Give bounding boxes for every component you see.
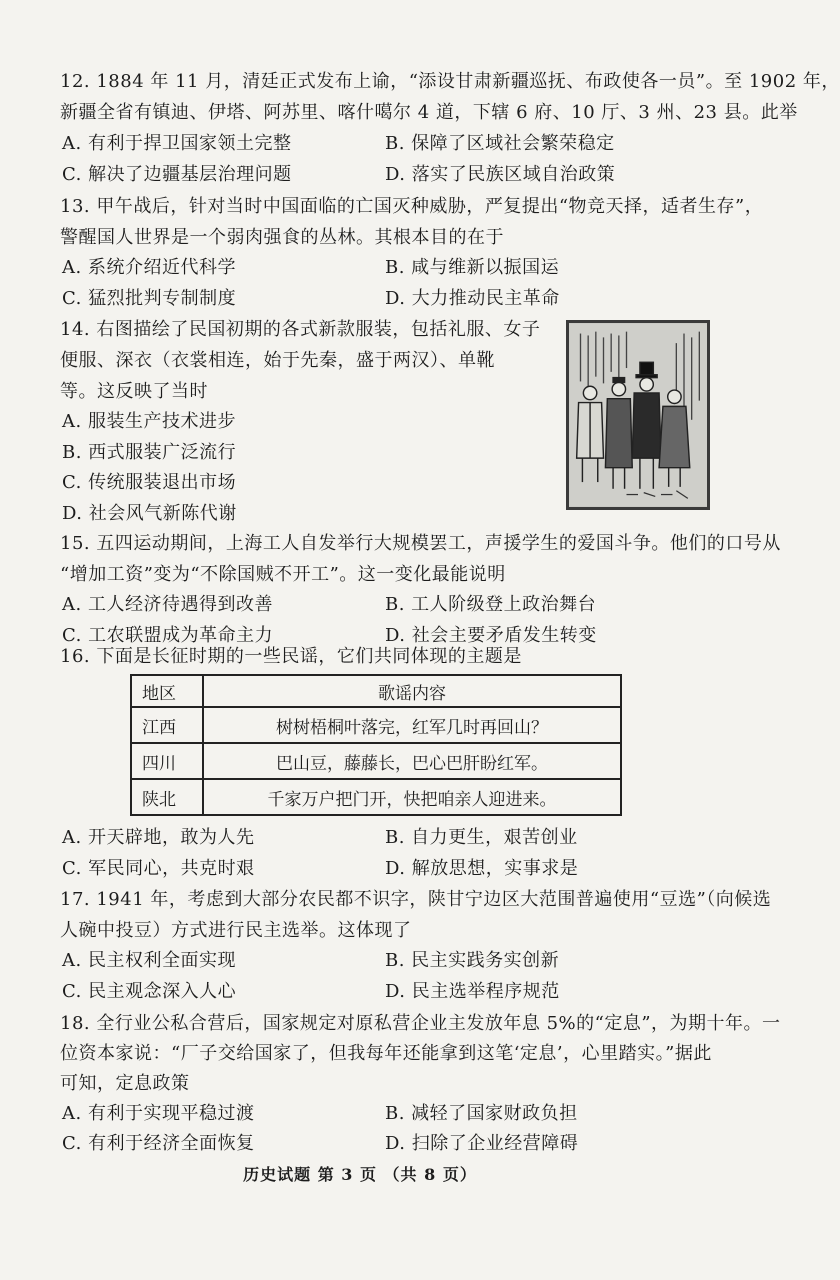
table-row: [131, 779, 621, 815]
q18-option-c: C. 有利于经济全面恢复: [62, 1133, 255, 1154]
q12-option-d: D. 落实了民族区域自治政策: [385, 164, 616, 185]
q17-option-d: D. 民主选举程序规范: [385, 981, 560, 1002]
q16-option-a: A. 开天辟地，敢为人先: [62, 827, 255, 848]
table-cell-ballad: 树树梧桐叶落完，红军几时再回山？: [203, 707, 621, 743]
q16-option-b: B. 自力更生，艰苦创业: [385, 827, 578, 848]
q17-option-a: A. 民主权利全面实现: [62, 950, 236, 971]
ballads-table: [130, 674, 622, 816]
q18-stem-line1: 18. 全行业公私合营后，国家规定对原私营企业主发放年息 5%的“定息”，为期十年。一: [60, 1013, 781, 1034]
q15-stem-line1: 15. 五四运动期间，上海工人自发举行大规模罢工，声援学生的爱国斗争。他们的口号从: [60, 533, 781, 554]
table-cell-ballad: 千家万户把门开，快把咱亲人迎进来。: [203, 779, 621, 815]
q15-stem-line2: “增加工资”变为“不除国贼不开工”。这一变化最能说明: [60, 564, 506, 585]
clothing-figures-drawing: [569, 323, 707, 507]
table-header-content: 歌谣内容: [203, 675, 621, 707]
q17-stem-line1: 17. 1941 年，考虑到大部分农民都不识字，陕甘宁边区大范围普遍使用“豆选”（向候选: [60, 889, 772, 910]
q14-stem-line2: 便服、深衣（衣裳相连，始于先秦，盛于两汉）、单靴: [60, 350, 495, 371]
table-cell-region: 江西: [131, 707, 203, 743]
republic-clothing-illustration: [566, 320, 710, 510]
q18-option-b: B. 减轻了国家财政负担: [385, 1103, 578, 1124]
q12-option-b: B. 保障了区域社会繁荣稳定: [385, 133, 615, 154]
q13-option-c: C. 猛烈批判专制制度: [62, 288, 237, 309]
q15-option-b: B. 工人阶级登上政治舞台: [385, 594, 597, 615]
q18-option-d: D. 扫除了企业经营障碍: [385, 1133, 579, 1154]
q18-stem-line3: 可知，定息政策: [60, 1073, 190, 1094]
table-cell-region: 四川: [131, 743, 203, 779]
q14-stem-line1: 14. 右图描绘了民国初期的各式新款服装，包括礼服、女子: [60, 319, 541, 340]
q15-option-c: C. 工农联盟成为革命主力: [62, 625, 274, 646]
q16-stem-line1: 16. 下面是长征时期的一些民谣，它们共同体现的主题是: [60, 646, 522, 667]
q12-option-c: C. 解决了边疆基层治理问题: [62, 164, 292, 185]
q14-stem-line3: 等。这反映了当时: [60, 381, 208, 402]
q14-option-c: C. 传统服装退出市场: [62, 472, 237, 493]
q14-option-b: B. 西式服装广泛流行: [62, 442, 237, 463]
q16-option-c: C. 军民同心，共克时艰: [62, 858, 255, 879]
q14-option-d: D. 社会风气新陈代谢: [62, 503, 237, 524]
q13-option-a: A. 系统介绍近代科学: [62, 257, 236, 278]
q14-option-a: A. 服装生产技术进步: [62, 411, 236, 432]
q15-option-d: D. 社会主要矛盾发生转变: [385, 625, 597, 646]
q13-option-d: D. 大力推动民主革命: [385, 288, 560, 309]
q17-option-c: C. 民主观念深入人心: [62, 981, 237, 1002]
q15-option-a: A. 工人经济待遇得到改善: [62, 594, 273, 615]
table-header-row: [131, 675, 621, 707]
q16-option-d: D. 解放思想，实事求是: [385, 858, 579, 879]
q13-stem-line1: 13. 甲午战后，针对当时中国面临的亡国灭种威胁，严复提出“物竞天择，适者生存”，: [60, 196, 764, 217]
table-cell-region: 陕北: [131, 779, 203, 815]
q13-option-b: B. 咸与维新以振国运: [385, 257, 560, 278]
q17-stem-line2: 人碗中投豆）方式进行民主选举。这体现了: [60, 920, 412, 941]
table-row: [131, 707, 621, 743]
q13-stem-line2: 警醒国人世界是一个弱肉强食的丛林。其根本目的在于: [60, 227, 504, 248]
table-row: [131, 743, 621, 779]
q18-stem-line2: 位资本家说：“厂子交给国家了，但我每年还能拿到这笔‘定息’，心里踏实。”据此: [60, 1043, 712, 1064]
q12-stem-line2: 新疆全省有镇迪、伊塔、阿苏里、喀什噶尔 4 道，下辖 6 府、10 厅、3 州、23 县。此举: [60, 102, 798, 123]
table-header-region: 地区: [131, 675, 203, 707]
q12-stem-line1: 12. 1884 年 11 月，清廷正式发布上谕，“添设甘肃新疆巡抚、布政使各一员”。至 1902 年，: [60, 71, 840, 92]
table-cell-ballad: 巴山豆，藤藤长，巴心巴肝盼红军。: [203, 743, 621, 779]
q12-option-a: A. 有利于捍卫国家领土完整: [62, 133, 292, 154]
q18-option-a: A. 有利于实现平稳过渡: [62, 1103, 255, 1124]
page-footer: 历史试题 第 3 页 （共 8 页）: [243, 1165, 477, 1184]
q17-option-b: B. 民主实践务实创新: [385, 950, 560, 971]
